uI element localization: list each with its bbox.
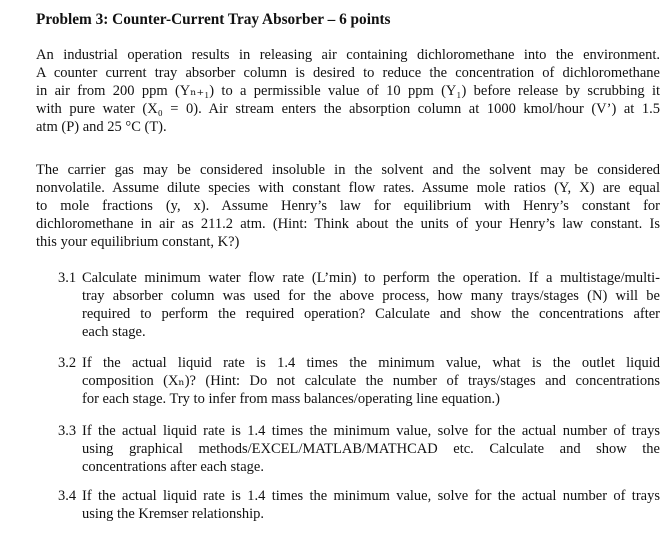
paragraph-line: to mole fractions (y, x). Assume Henry’s law for equilibrium with Henry’s constant for [36, 198, 660, 214]
question-line: If the actual liquid rate is 1.4 times the minimum value, solve for the actual number of trays [82, 423, 660, 439]
question-number: 3.2 [58, 355, 77, 371]
question-text [82, 269, 660, 341]
question-line: If the actual liquid rate is 1.4 times the minimum value, solve for the actual number of trays [82, 488, 660, 504]
question-text [82, 487, 660, 523]
problem-title: Problem 3: Counter-Current Tray Absorber – 6 points [36, 11, 391, 28]
paragraph-line: The carrier gas may be considered insoluble in the solvent and the solvent may be considered [36, 162, 660, 178]
question-number: 3.1 [58, 270, 77, 286]
question-text [82, 422, 660, 476]
paragraph-line: nonvolatile. Assume dilute species with constant flow rates. Assume mole ratios (Y, X) are equal [36, 180, 660, 196]
question-line: for each stage. Try to infer from mass balances/operating line equation.) [82, 391, 500, 407]
question-line: If the actual liquid rate is 1.4 times the minimum value, what is the outlet liquid [82, 355, 660, 371]
paragraph-line: in air from 200 ppm (Yₙ₊₁) to a permissible value of 10 ppm (Y₁) before release by scrubbing it [36, 83, 660, 99]
paragraph-line: with pure water (X₀ = 0). Air stream enters the absorption column at 1000 kmol/hour (V’) at 1.5 [36, 101, 660, 117]
paragraph-line: An industrial operation results in releasing air containing dichloromethane into the environment. [36, 47, 660, 63]
question-number: 3.3 [58, 423, 77, 439]
paragraph-line: dichloromethane in air as 211.2 atm. (Hint: Think about the units of your Henry’s law constant. Is [36, 216, 660, 232]
question-line: required to perform the required operation? Calculate and show the concentrations after [82, 306, 660, 322]
question-line: using graphical methods/EXCEL/MATLAB/MATHCAD etc. Calculate and show the [82, 441, 660, 457]
question-line: each stage. [82, 324, 146, 340]
paragraph-line: atm (P) and 25 °C (T). [36, 119, 167, 135]
question-line: Calculate minimum water flow rate (L’min) to perform the operation. If a multistage/multi- [82, 270, 660, 286]
question-line: composition (Xₙ)? (Hint: Do not calculate the number of trays/stages and concentrations [82, 373, 660, 389]
question-text [82, 354, 660, 408]
question-line: tray absorber column was used for the above process, how many trays/stages (N) will be [82, 288, 660, 304]
problem-statement-paragraph [36, 46, 660, 136]
question-number: 3.4 [58, 488, 77, 504]
assumptions-paragraph [36, 161, 660, 251]
question-line: concentrations after each stage. [82, 459, 264, 475]
question-line: using the Kremser relationship. [82, 506, 265, 522]
paragraph-line: this your equilibrium constant, K?) [36, 234, 240, 250]
paragraph-line: A counter current tray absorber column is desired to reduce the concentration of dichloromethane [36, 65, 660, 81]
